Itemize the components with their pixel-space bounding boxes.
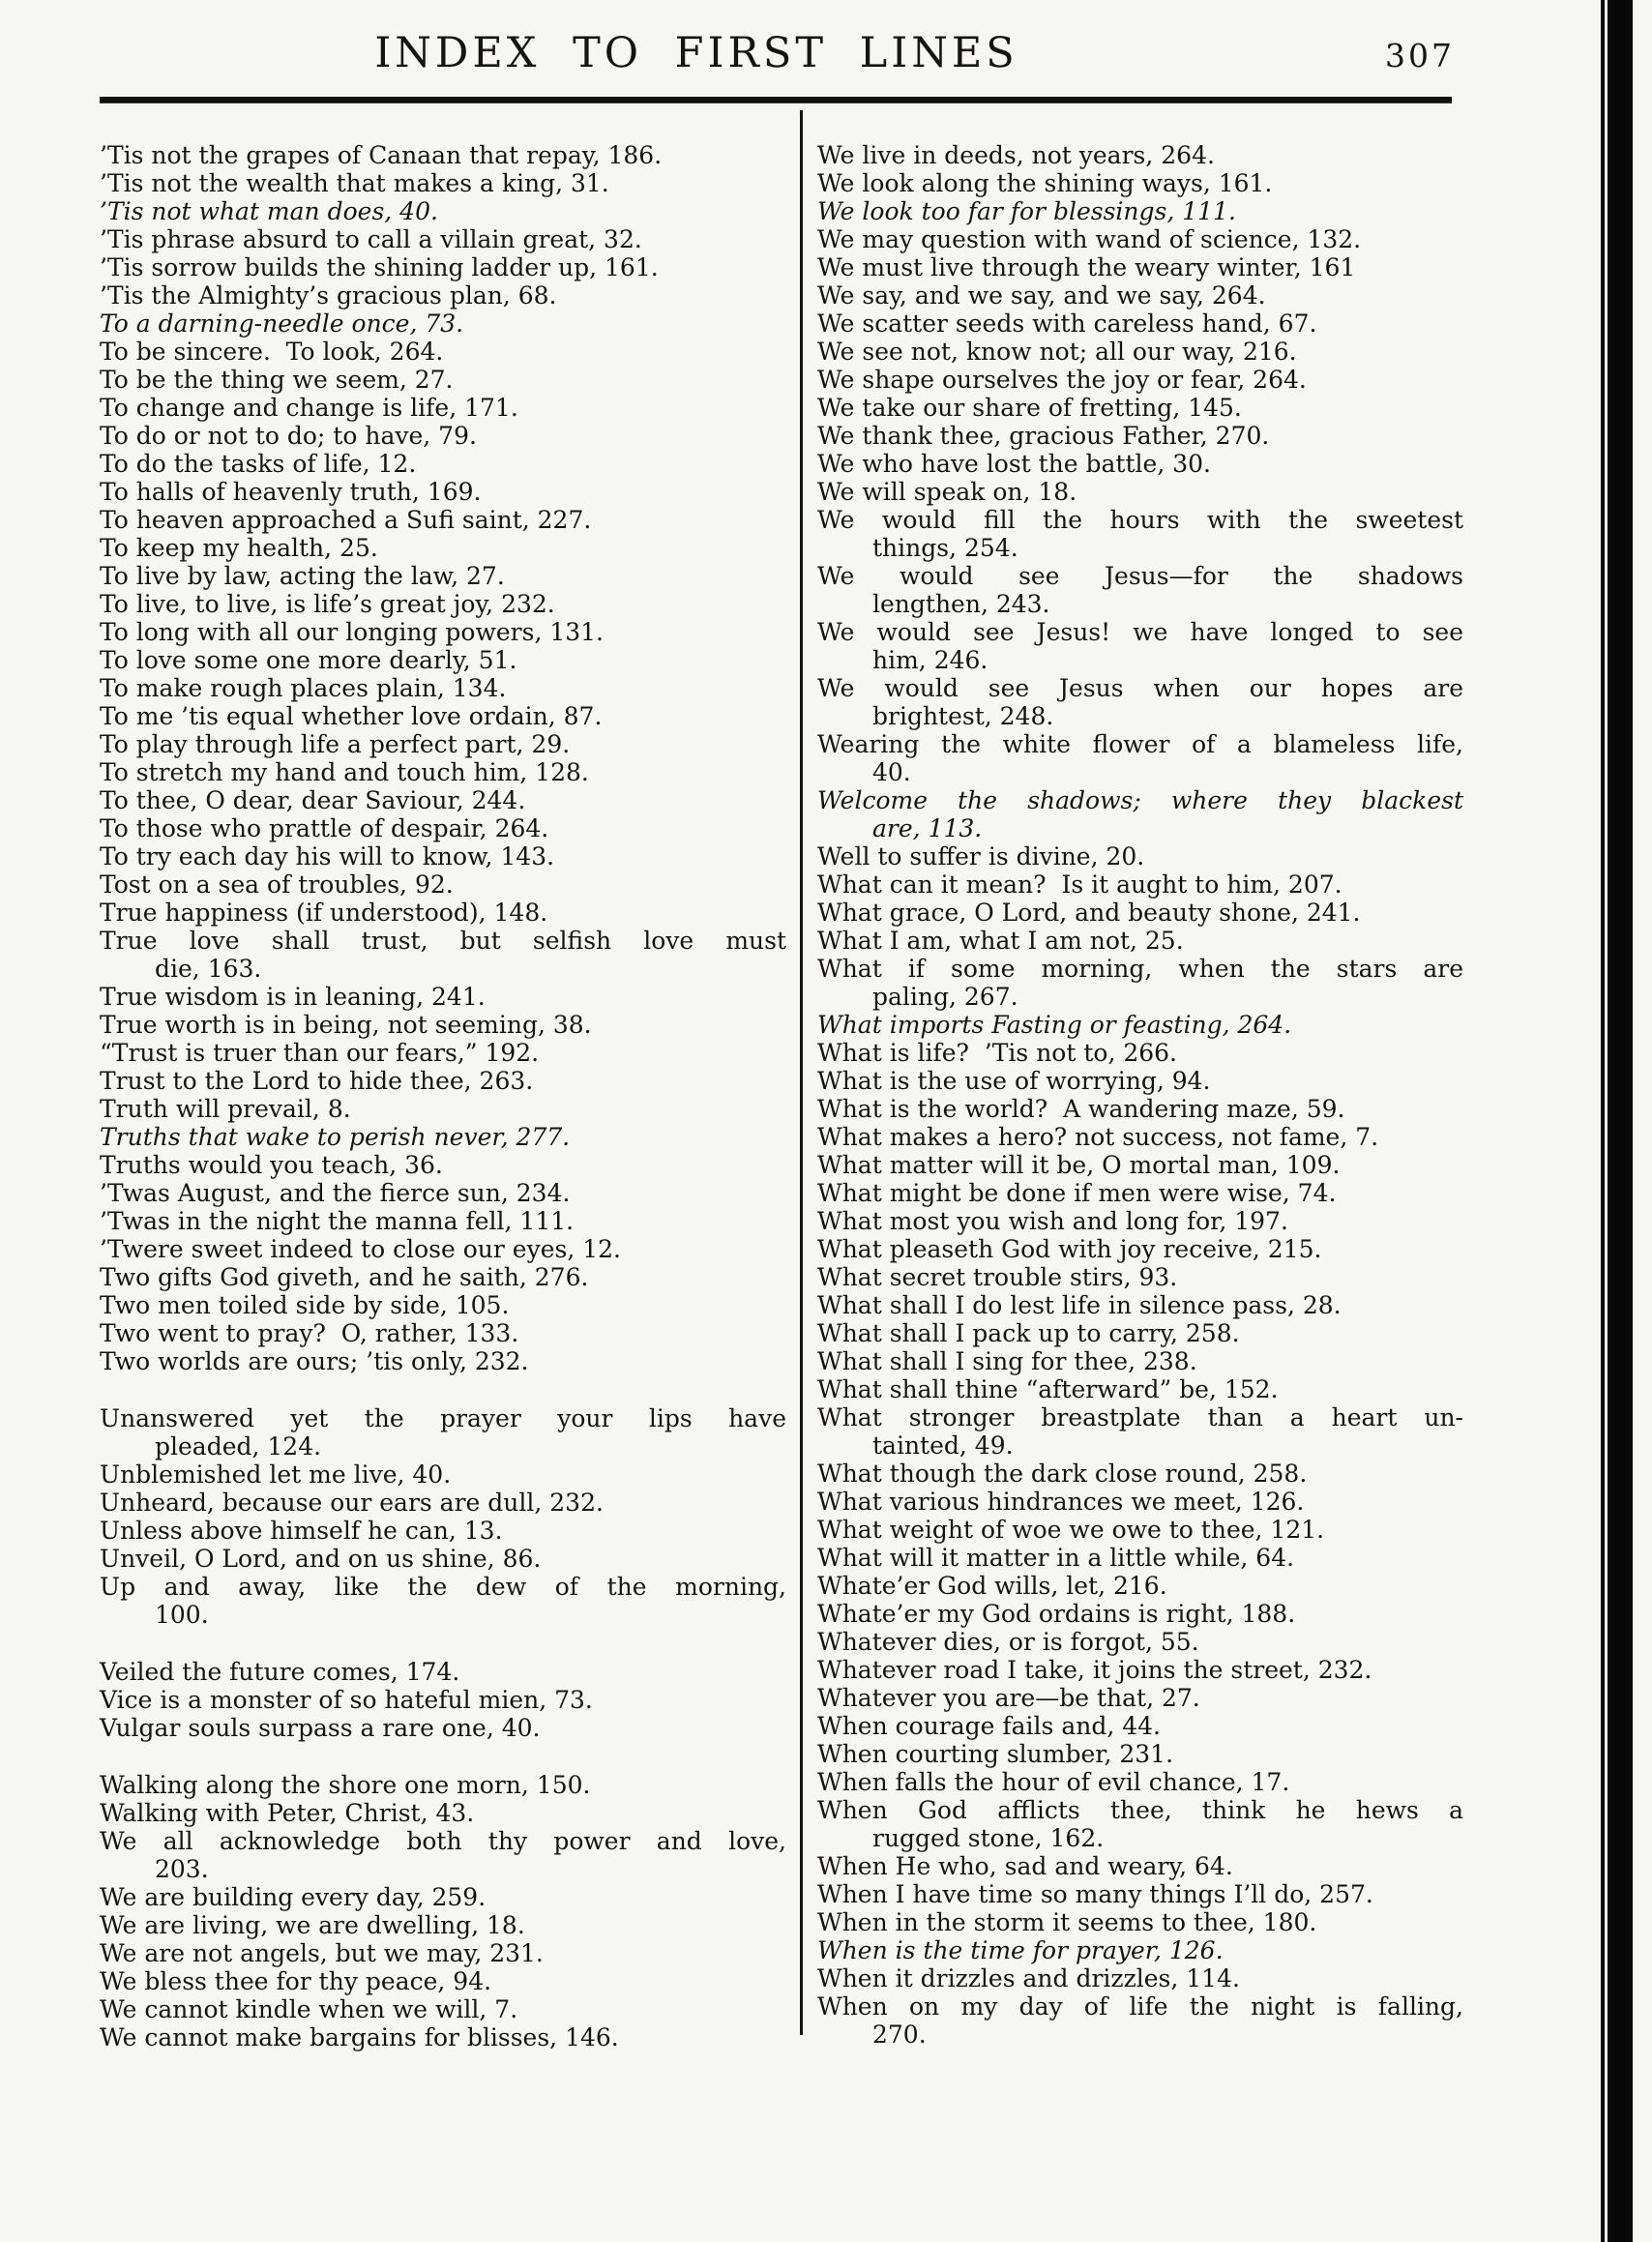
index-entry: [100, 562, 786, 590]
index-section: [817, 141, 1463, 2049]
index-entry: [100, 646, 786, 674]
index-entry: [817, 1684, 1463, 1712]
entry-text: When in the storm it seems to thee, 180.: [817, 1908, 1317, 1936]
index-entry: [817, 618, 1463, 674]
index-entry: [100, 1235, 786, 1263]
entry-text: What I am, what I am not, 25.: [817, 927, 1184, 955]
index-entry: [817, 842, 1463, 870]
entry-text: Whatever road I take, it joins the street, 232.: [817, 1656, 1372, 1684]
entry-text: True wisdom is in leaning, 241.: [100, 983, 486, 1011]
entry-text: Veiled the future comes, 174.: [100, 1658, 460, 1686]
entry-text: We would see Jesus—for the shadows: [817, 562, 1463, 590]
index-entry: [100, 1714, 786, 1742]
index-entry: [100, 1039, 786, 1067]
index-entry: [100, 1827, 786, 1883]
index-entry: [100, 618, 786, 646]
entry-text: Two worlds are ours; ’tis only, 232.: [100, 1347, 529, 1375]
index-entry: [100, 506, 786, 534]
index-entry: [817, 1600, 1463, 1628]
entry-text: We scatter seeds with careless hand, 67.: [817, 310, 1317, 338]
entry-text-continuation: tainted, 49.: [872, 1431, 1014, 1460]
index-entry: [100, 730, 786, 758]
index-entry: [817, 1740, 1463, 1768]
entry-text: True happiness (if understood), 148.: [100, 899, 548, 927]
entry-text: Tost on a sea of troubles, 92.: [100, 870, 454, 899]
entry-text: What shall thine “afterward” be, 152.: [817, 1375, 1279, 1403]
index-entry: [817, 870, 1463, 899]
index-entry: [817, 1011, 1463, 1039]
entry-text-continuation: are, 113.: [872, 814, 983, 842]
index-entry: [100, 899, 786, 927]
index-entry: [817, 927, 1463, 955]
index-entry: [817, 253, 1463, 281]
entry-text: When is the time for prayer, 126.: [817, 1936, 1224, 1964]
entry-text: Walking with Peter, Christ, 43.: [100, 1799, 475, 1827]
index-entry: [100, 2023, 786, 2051]
index-entry: [817, 1796, 1463, 1852]
index-entry: [100, 478, 786, 506]
entry-text: We must live through the weary winter, 161: [817, 253, 1356, 281]
entry-text-continuation: lengthen, 243.: [872, 590, 1050, 618]
entry-text-continuation: paling, 267.: [872, 983, 1018, 1011]
index-entry: [100, 786, 786, 814]
entry-text: Unless above himself he can, 13.: [100, 1517, 503, 1545]
entry-text: Truth will prevail, 8.: [100, 1095, 351, 1123]
entry-text: What though the dark close round, 258.: [817, 1460, 1308, 1488]
index-entry: [100, 141, 786, 169]
entry-text: ’Twere sweet indeed to close our eyes, 12.: [100, 1235, 621, 1263]
entry-text: We live in deeds, not years, 264.: [817, 141, 1215, 169]
entry-text: Unblemished let me live, 40.: [100, 1460, 452, 1489]
entry-text: To try each day his will to know, 143.: [100, 842, 555, 870]
entry-text: Unheard, because our ears are dull, 232.: [100, 1489, 604, 1517]
entry-text: ’Tis phrase absurd to call a villain great, 32.: [100, 225, 642, 253]
entry-text: We take our share of fretting, 145.: [817, 394, 1242, 422]
index-entry: [100, 1263, 786, 1291]
entry-text: Up and away, like the dew of the morning,: [100, 1573, 786, 1601]
entry-text: We all acknowledge both thy power and love,: [100, 1827, 786, 1855]
entry-text-continuation: 40.: [872, 758, 911, 786]
entry-text: To those who prattle of despair, 264.: [100, 814, 549, 842]
index-entry: [100, 1207, 786, 1235]
entry-text: We are not angels, but we may, 231.: [100, 1939, 544, 1967]
index-entry: [817, 1488, 1463, 1516]
entry-text: What weight of woe we owe to thee, 121.: [817, 1516, 1325, 1544]
entry-text: Welcome the shadows; where they blackest: [817, 786, 1463, 814]
entry-text: Whatever you are—be that, 27.: [817, 1684, 1200, 1712]
index-entry: [817, 1880, 1463, 1908]
entry-text: To change and change is life, 171.: [100, 394, 518, 422]
index-entry: [817, 422, 1463, 450]
page-number: 307: [1385, 37, 1455, 74]
index-entry: [817, 1992, 1463, 2049]
entry-text: We thank thee, gracious Father, 270.: [817, 422, 1270, 450]
index-entry: [100, 814, 786, 842]
index-entry: [817, 281, 1463, 310]
entry-text: Whatever dies, or is forgot, 55.: [817, 1628, 1199, 1656]
entry-text-continuation: him, 246.: [872, 646, 988, 674]
index-entry: [100, 1095, 786, 1123]
index-section: [100, 1658, 786, 1742]
index-entry: [817, 450, 1463, 478]
index-entry: [100, 870, 786, 899]
entry-text: What will it matter in a little while, 64.: [817, 1544, 1295, 1572]
index-entry: [817, 1656, 1463, 1684]
entry-text: Two men toiled side by side, 105.: [100, 1291, 510, 1319]
index-entry: [817, 1179, 1463, 1207]
index-entry: [817, 1712, 1463, 1740]
entry-text: Whate’er God wills, let, 216.: [817, 1572, 1167, 1600]
index-entry: [100, 310, 786, 338]
index-entry: [817, 1263, 1463, 1291]
index-entry: [817, 1544, 1463, 1572]
entry-text: We would see Jesus! we have longed to see: [817, 618, 1463, 646]
entry-text: We say, and we say, and we say, 264.: [817, 281, 1266, 310]
entry-text: To heaven approached a Sufi saint, 227.: [100, 506, 592, 534]
entry-text-continuation: things, 254.: [872, 534, 1018, 562]
entry-text: To live, to live, is life’s great joy, 232.: [100, 590, 555, 618]
page-title: INDEX TO FIRST LINES: [374, 29, 1018, 77]
index-entry: [100, 1151, 786, 1179]
entry-text: When He who, sad and weary, 64.: [817, 1852, 1233, 1880]
entry-text: We are living, we are dwelling, 18.: [100, 1911, 525, 1939]
entry-text: We see not, know not; all our way, 216.: [817, 338, 1297, 366]
index-entry: [100, 983, 786, 1011]
entry-text: What shall I do lest life in silence pass, 28.: [817, 1291, 1342, 1319]
entry-text: What most you wish and long for, 197.: [817, 1207, 1288, 1235]
index-section: [100, 1404, 786, 1629]
index-entry: [100, 366, 786, 394]
entry-text: True love shall trust, but selfish love must: [100, 927, 786, 955]
entry-text: What secret trouble stirs, 93.: [817, 1263, 1178, 1291]
index-entry: [817, 1908, 1463, 1936]
entry-text: Whate’er my God ordains is right, 188.: [817, 1600, 1296, 1628]
index-entry: [817, 1151, 1463, 1179]
entry-text: Two gifts God giveth, and he saith, 276.: [100, 1263, 589, 1291]
entry-text: Vice is a monster of so hateful mien, 73.: [100, 1686, 593, 1714]
entry-text: We will speak on, 18.: [817, 478, 1077, 506]
index-entry: [817, 225, 1463, 253]
index-entry: [817, 955, 1463, 1011]
entry-text: Trust to the Lord to hide thee, 263.: [100, 1067, 534, 1095]
index-entry: [100, 1517, 786, 1545]
index-entry: [100, 1123, 786, 1151]
entry-text: When on my day of life the night is falling,: [817, 1992, 1463, 2021]
index-entry: [100, 1967, 786, 1995]
entry-text: ’Tis sorrow builds the shining ladder up, 161.: [100, 253, 659, 281]
index-entry: [100, 534, 786, 562]
index-entry: [100, 394, 786, 422]
index-entry: [100, 702, 786, 730]
book-edge-shadow: [1601, 0, 1633, 2242]
entry-text-continuation: 270.: [872, 2021, 927, 2049]
index-entry: [100, 590, 786, 618]
entry-text: To keep my health, 25.: [100, 534, 378, 562]
entry-text: We who have lost the battle, 30.: [817, 450, 1211, 478]
entry-text: We may question with wand of science, 132.: [817, 225, 1362, 253]
entry-text: We would fill the hours with the sweetest: [817, 506, 1463, 534]
entry-text: What shall I sing for thee, 238.: [817, 1347, 1197, 1375]
index-entry: [817, 1207, 1463, 1235]
entry-text: What matter will it be, O mortal man, 109.: [817, 1151, 1341, 1179]
index-entry: [817, 1403, 1463, 1460]
index-entry: [100, 450, 786, 478]
index-entry: [817, 1572, 1463, 1600]
index-entry: [100, 338, 786, 366]
entry-text: We bless thee for thy peace, 94.: [100, 1967, 492, 1995]
entry-text: To stretch my hand and touch him, 128.: [100, 758, 589, 786]
entry-text: Truths would you teach, 36.: [100, 1151, 443, 1179]
entry-text: What shall I pack up to carry, 258.: [817, 1319, 1240, 1347]
index-entry: [817, 1039, 1463, 1067]
book-edge-highlight: [1605, 0, 1608, 2242]
entry-text-continuation: rugged stone, 162.: [872, 1824, 1105, 1852]
index-entry: [817, 562, 1463, 618]
entry-text: We look along the shining ways, 161.: [817, 169, 1273, 197]
index-entry: [100, 253, 786, 281]
entry-text: What imports Fasting or feasting, 264.: [817, 1011, 1292, 1039]
index-entry: [817, 1123, 1463, 1151]
entry-text: What might be done if men were wise, 74.: [817, 1179, 1337, 1207]
index-entry: [100, 1771, 786, 1799]
entry-text: To be sincere. To look, 264.: [100, 338, 444, 366]
index-entry: [817, 1291, 1463, 1319]
entry-text: “Trust is truer than our fears,” 192.: [100, 1039, 540, 1067]
index-entry: [100, 1799, 786, 1827]
index-section: [100, 141, 786, 1375]
index-entry: [817, 1460, 1463, 1488]
index-entry: [817, 338, 1463, 366]
index-entry: [100, 1995, 786, 2023]
entry-text: We cannot make bargains for blisses, 146.: [100, 2023, 619, 2051]
entry-text: What is the use of worrying, 94.: [817, 1067, 1211, 1095]
index-entry: [817, 506, 1463, 562]
entry-text: To be the thing we seem, 27.: [100, 366, 454, 394]
entry-text: What stronger breastplate than a heart un-: [817, 1403, 1463, 1431]
header-rule: [100, 97, 1452, 103]
entry-text: To play through life a perfect part, 29.: [100, 730, 571, 758]
entry-text: What pleaseth God with joy receive, 215.: [817, 1235, 1322, 1263]
entry-text: What various hindrances we meet, 126.: [817, 1488, 1305, 1516]
index-entry: [100, 1404, 786, 1460]
index-entry: [817, 394, 1463, 422]
entry-text: We would see Jesus when our hopes are: [817, 674, 1463, 702]
entry-text: To do or not to do; to have, 79.: [100, 422, 477, 450]
index-entry: [100, 1883, 786, 1911]
index-entry: [100, 197, 786, 225]
index-entry: [100, 422, 786, 450]
index-entry: [100, 1319, 786, 1347]
index-entry: [817, 1347, 1463, 1375]
entry-text: ’Tis not the grapes of Canaan that repay, 186.: [100, 141, 663, 169]
entry-text: When courting slumber, 231.: [817, 1740, 1174, 1768]
entry-text: When I have time so many things I’ll do, 257.: [817, 1880, 1373, 1908]
index-entry: [817, 1067, 1463, 1095]
entry-text: To me ’tis equal whether love ordain, 87.: [100, 702, 603, 730]
index-entry: [100, 1011, 786, 1039]
entry-text-continuation: brightest, 248.: [872, 702, 1054, 730]
index-entry: [817, 1375, 1463, 1403]
entry-text: To a darning-needle once, 73.: [100, 310, 464, 338]
entry-text: When falls the hour of evil chance, 17.: [817, 1768, 1290, 1796]
entry-text: To halls of heavenly truth, 169.: [100, 478, 482, 506]
entry-text-continuation: pleaded, 124.: [155, 1432, 322, 1460]
index-entry: [100, 1686, 786, 1714]
entry-text: ’Tis not what man does, 40.: [100, 197, 438, 225]
index-entry: [817, 478, 1463, 506]
index-entry: [817, 1095, 1463, 1123]
index-entry: [100, 1347, 786, 1375]
index-entry: [100, 674, 786, 702]
index-entry: [100, 1489, 786, 1517]
index-entry: [817, 1235, 1463, 1263]
entry-text: What is the world? A wandering maze, 59.: [817, 1095, 1345, 1123]
entry-text: Wearing the white flower of a blameless life,: [817, 730, 1463, 758]
index-entry: [100, 1291, 786, 1319]
index-section: [100, 1771, 786, 2051]
index-entry: [817, 899, 1463, 927]
entry-text: We are building every day, 259.: [100, 1883, 487, 1911]
entry-text: To love some one more dearly, 51.: [100, 646, 517, 674]
index-entry: [817, 1852, 1463, 1880]
index-entry: [817, 366, 1463, 394]
index-entry: [817, 310, 1463, 338]
entry-text: Vulgar souls surpass a rare one, 40.: [100, 1714, 541, 1742]
entry-text: What is life? ’Tis not to, 266.: [817, 1039, 1177, 1067]
entry-text: Well to suffer is divine, 20.: [817, 842, 1145, 870]
entry-text-continuation: 100.: [155, 1601, 209, 1629]
index-entry: [817, 1628, 1463, 1656]
entry-text: We cannot kindle when we will, 7.: [100, 1995, 518, 2023]
entry-text: ’Tis not the wealth that makes a king, 31.: [100, 169, 609, 197]
entry-text: What grace, O Lord, and beauty shone, 241.: [817, 899, 1361, 927]
index-entry: [100, 1911, 786, 1939]
index-entry: [100, 1545, 786, 1573]
index-entry: [100, 842, 786, 870]
entry-text: Unveil, O Lord, and on us shine, 86.: [100, 1545, 542, 1573]
index-entry: [100, 1067, 786, 1095]
index-entry: [100, 758, 786, 786]
entry-text: To live by law, acting the law, 27.: [100, 562, 505, 590]
entry-text: We shape ourselves the joy or fear, 264.: [817, 366, 1307, 394]
entry-text: ’Tis the Almighty’s gracious plan, 68.: [100, 281, 557, 310]
index-entry: [817, 1936, 1463, 1964]
index-entry: [817, 730, 1463, 786]
index-entry: [100, 225, 786, 253]
entry-text: When it drizzles and drizzles, 114.: [817, 1964, 1240, 1992]
index-entry: [100, 1658, 786, 1686]
entry-text: What can it mean? Is it aught to him, 207.: [817, 870, 1342, 899]
entry-text: To thee, O dear, dear Saviour, 244.: [100, 786, 526, 814]
entry-text: True worth is in being, not seeming, 38.: [100, 1011, 592, 1039]
entry-text: Unanswered yet the prayer your lips have: [100, 1404, 786, 1432]
entry-text: Two went to pray? O, rather, 133.: [100, 1319, 519, 1347]
entry-text: Truths that wake to perish never, 277.: [100, 1123, 571, 1151]
index-entry: [817, 197, 1463, 225]
entry-text: When courage fails and, 44.: [817, 1712, 1161, 1740]
entry-text: Walking along the shore one morn, 150.: [100, 1771, 591, 1799]
entry-text: To do the tasks of life, 12.: [100, 450, 417, 478]
entry-text: To make rough places plain, 134.: [100, 674, 507, 702]
entry-text: We look too far for blessings, 111.: [817, 197, 1236, 225]
index-entry: [100, 281, 786, 310]
index-entry: [817, 1964, 1463, 1992]
index-entry: [100, 169, 786, 197]
index-column-right: [817, 141, 1463, 2049]
index-entry: [817, 786, 1463, 842]
index-entry: [817, 141, 1463, 169]
column-divider: [800, 110, 803, 2035]
entry-text: When God afflicts thee, think he hews a: [817, 1796, 1463, 1824]
entry-text: To long with all our longing powers, 131.: [100, 618, 604, 646]
index-entry: [817, 1319, 1463, 1347]
entry-text-continuation: 203.: [155, 1855, 209, 1883]
entry-text: ’Twas in the night the manna fell, 111.: [100, 1207, 575, 1235]
index-entry: [817, 1768, 1463, 1796]
index-entry: [817, 1516, 1463, 1544]
entry-text-continuation: die, 163.: [155, 955, 262, 983]
index-entry: [100, 927, 786, 983]
index-column-left: [100, 141, 786, 2051]
index-entry: [100, 1939, 786, 1967]
index-entry: [817, 169, 1463, 197]
index-entry: [100, 1179, 786, 1207]
index-entry: [100, 1460, 786, 1489]
index-entry: [817, 674, 1463, 730]
entry-text: What if some morning, when the stars are: [817, 955, 1463, 983]
entry-text: What makes a hero? not success, not fame, 7.: [817, 1123, 1379, 1151]
entry-text: ’Twas August, and the fierce sun, 234.: [100, 1179, 571, 1207]
index-entry: [100, 1573, 786, 1629]
